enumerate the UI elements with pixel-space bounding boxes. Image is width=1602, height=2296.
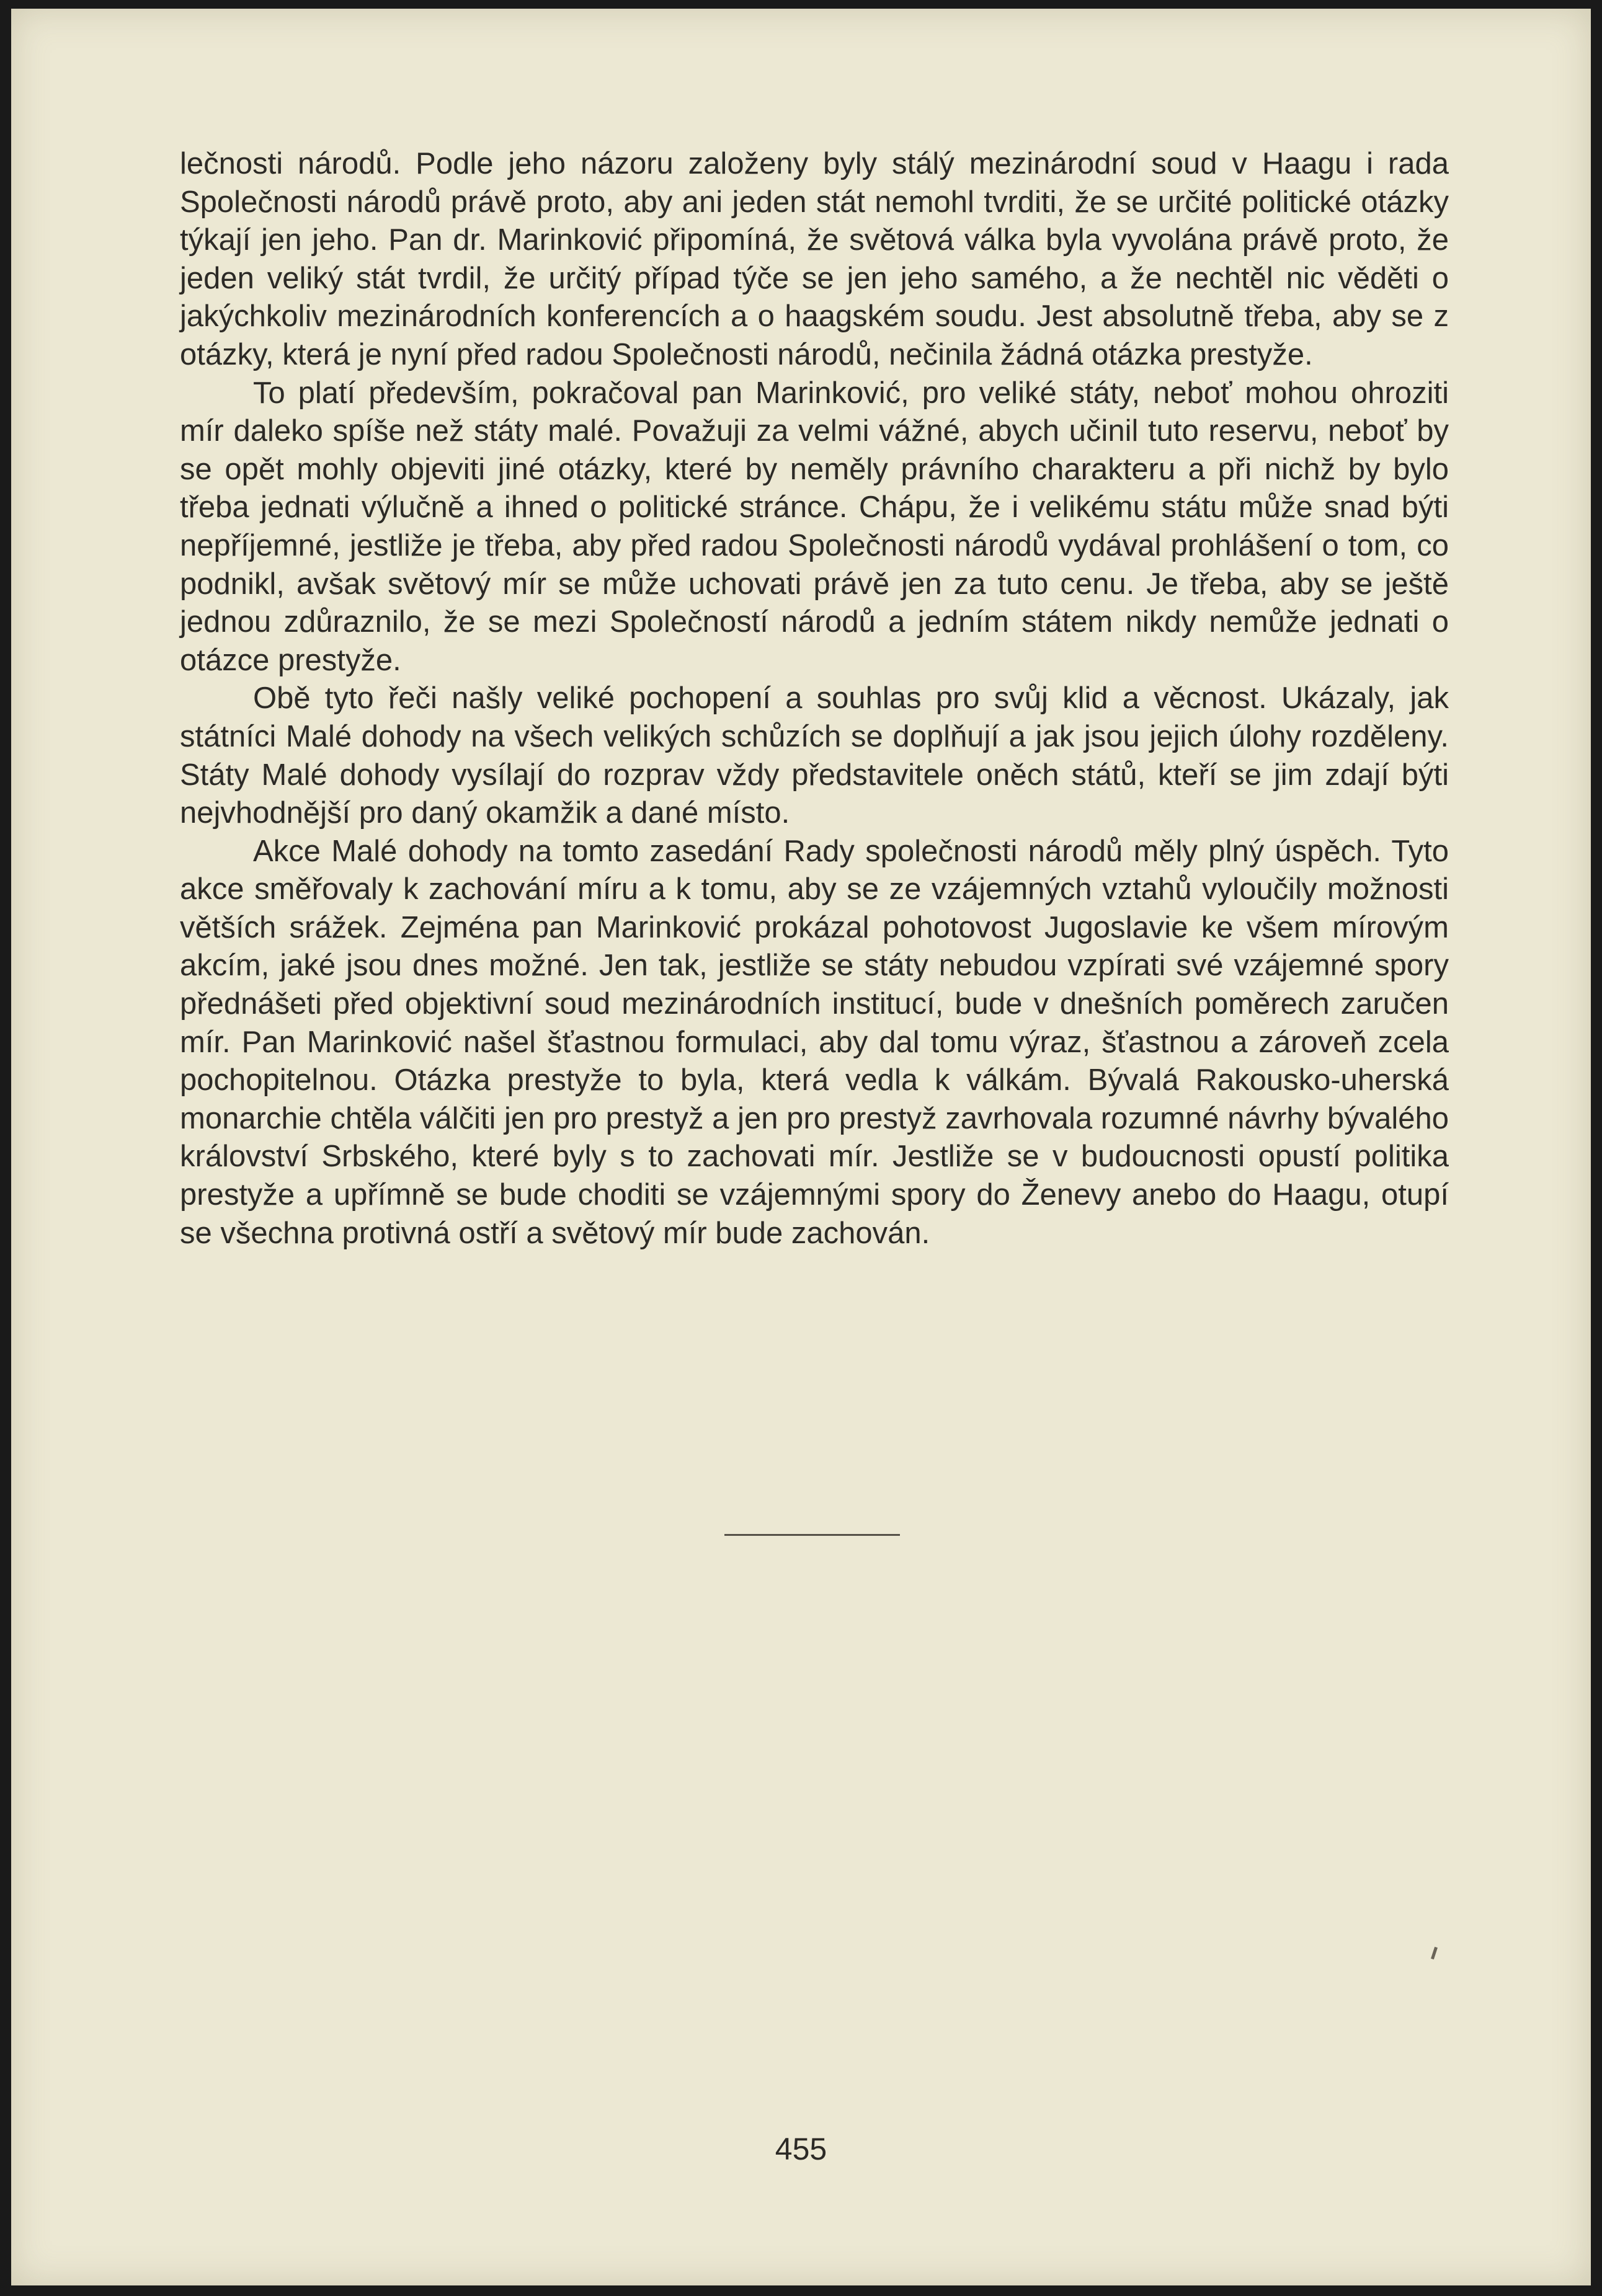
body-text <box>180 145 1449 1252</box>
paragraph-3: Obě tyto řeči našly veliké pochopení a souhlas pro svůj klid a věcnost. Ukázaly, jak státníci Malé dohody na všech velikých schůzích se doplňují a jak jsou jejich úlohy rozděleny. Státy Malé dohody vysílají do rozprav vždy představitele oněch států, kteří se jim zdají býti nejvhodnější pro daný okamžik a dané místo. <box>180 681 1449 830</box>
section-divider <box>724 1534 900 1536</box>
paragraph-4: Akce Malé dohody na tomto zasedání Rady společnosti národů měly plný úspěch. Tyto akce směřovaly k zachování míru a k tomu, aby se ze vzájemných vztahů vyloučily možnosti větších srážek. Zejména pan Marinković prokázal pohotovost Jugoslavie ke všem mírovým akcím, jaké jsou dnes možné. Jen tak, jestliže se státy nebudou vzpírati své vzájemné spory přednášeti před objektivní soud mezinárodních institucí, bude v dnešních poměrech zaručen mír. Pan Marinković našel šťastnou formulaci, aby dal tomu výraz, šťastnou a zároveň zcela pochopitelnou. Otázka prestyže to byla, která vedla k válkám. Bývalá Rakousko-uherská monarchie chtěla válčiti jen pro prestyž a jen pro prestyž zavrhovala rozumné návrhy bývalého království Srbského, které byly s to zachovati mír. Jestliže se v budoucnosti opustí politika prestyže a upřímně se bude choditi se vzájemnými spory do Ženevy anebo do Haagu, otupí se všechna protivná ostří a světový mír bude zachován. <box>180 834 1449 1250</box>
print-speck <box>1431 1947 1438 1960</box>
paragraph-2: To platí především, pokračoval pan Marinković, pro veliké státy, neboť mohou ohroziti mír daleko spíše než státy malé. Považuji za velmi vážné, abych učinil tuto reservu, neboť by se opět mohly objeviti jiné otázky, které by neměly právního charakteru a při nichž by bylo třeba jednati výlučně a ihned o politické stránce. Chápu, že i velikému státu může snad býti nepříjemné, jestliže je třeba, aby před radou Společnosti národů vydával prohlášení o tom, co podnikl, avšak světový mír se může uchovati právě jen za tuto cenu. Je třeba, aby se ještě jednou zdůraznilo, že se mezi Společností národů a jedním státem nikdy nemůže jednati o otázce prestyže. <box>180 376 1449 677</box>
paragraph-1: lečnosti národů. Podle jeho názoru založeny byly stálý mezinárodní soud v Haagu i rada Společnosti národů právě proto, aby ani jeden stát nemohl tvrditi, že se určité politické otázky týkají jen jeho. Pan dr. Marinković připomíná, že světová válka byla vyvolána právě proto, že jeden veliký stát tvrdil, že určitý případ týče se jen jeho samého, a že nechtěl nic věděti o jakýchkoliv mezinárodních konferencích a o haagském soudu. Jest absolutně třeba, aby se z otázky, která je nyní před radou Společnosti národů, nečinila žádná otázka prestyže. <box>180 147 1449 371</box>
page-number: 455 <box>775 2132 827 2166</box>
document-page <box>11 9 1591 2285</box>
